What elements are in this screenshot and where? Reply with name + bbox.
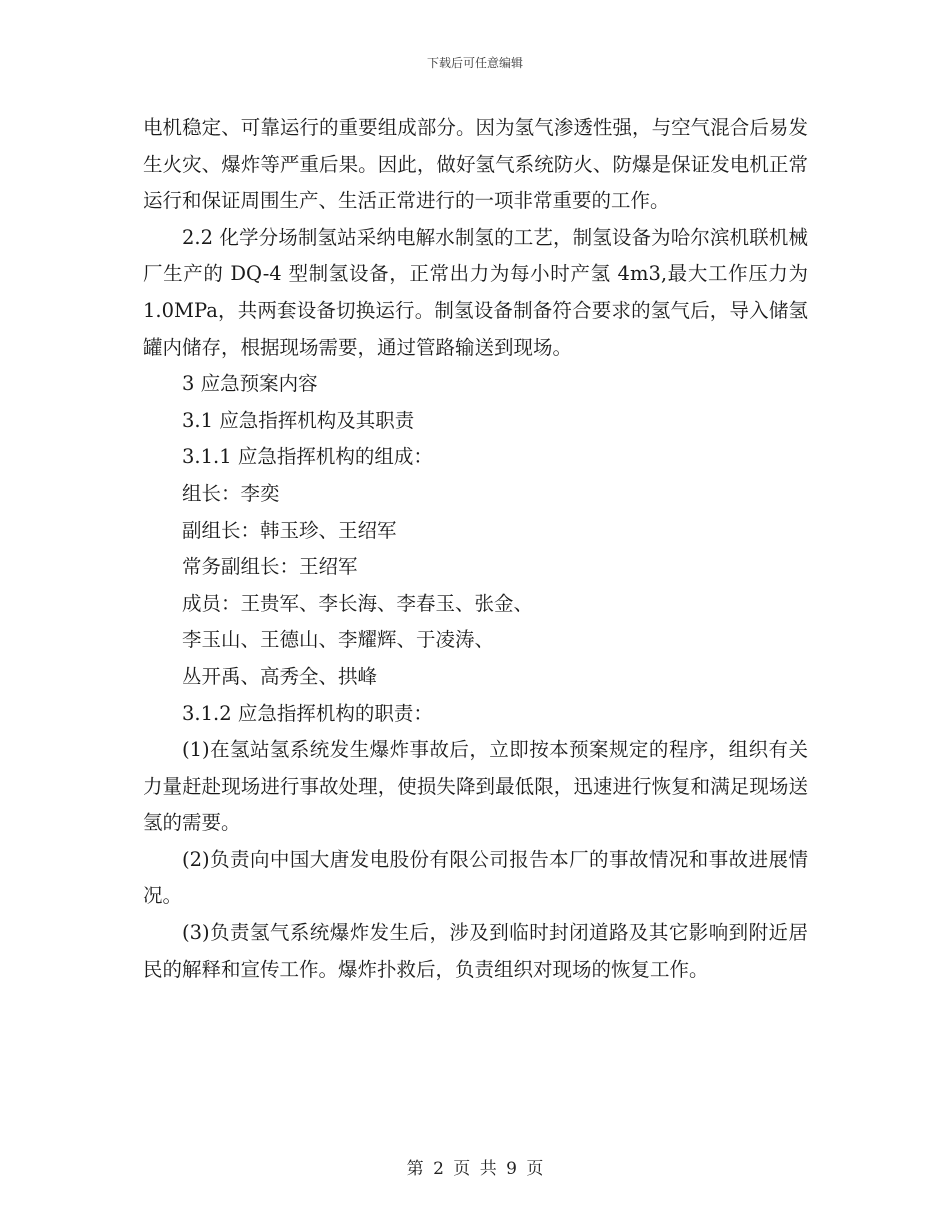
member-line-deputy: 副组长：韩玉珍、王绍军	[182, 518, 397, 542]
member-line-members-1: 成员：王贵军、李长海、李春玉、张金、	[182, 591, 534, 615]
section-heading-3-1: 3.1 应急指挥机构及其职责	[182, 408, 415, 432]
document-body	[143, 110, 808, 988]
duty-item-1: (1)在氢站氢系统发生爆炸事故后，立即按本预案规定的程序，组织有关力量赶赴现场进行事故处理，使损失降到最低限，迅速进行恢复和满足现场送氢的需要。	[143, 738, 808, 835]
member-line-executive-deputy: 常务副组长：王绍军	[182, 555, 358, 579]
page-footer: 第 2 页 共 9 页	[406, 1159, 544, 1179]
member-line-members-3: 丛开禹、高秀全、拱峰	[182, 664, 378, 688]
paragraph-2-2: 2.2 化学分场制氢站采纳电解水制氢的工艺，制氢设备为哈尔滨机联机械厂生产的 DQ-4 型制氢设备，正常出力为每小时产氢 4m3,最大工作压力为 1.0MPa，共两套设备切换运行。制氢设备制备符合要求的氢气后，导入储氢罐内储存，根据现场需要，通过管路输送到现场。	[143, 225, 808, 359]
page-header: 下载后可任意编辑	[426, 56, 523, 70]
section-heading-3: 3 应急预案内容	[182, 372, 318, 396]
section-heading-3-1-2: 3.1.2 应急指挥机构的职责：	[182, 701, 433, 725]
member-line-members-2: 李玉山、王德山、李耀辉、于凌涛、	[182, 628, 495, 652]
duty-item-3: (3)负责氢气系统爆炸发生后，涉及到临时封闭道路及其它影响到附近居民的解释和宣传工作。爆炸扑救后，负责组织对现场的恢复工作。	[143, 921, 808, 981]
member-line-leader: 组长：李奕	[182, 481, 280, 505]
duty-item-2: (2)负责向中国大唐发电股份有限公司报告本厂的事故情况和事故进展情况。	[143, 847, 808, 908]
section-heading-3-1-1: 3.1.1 应急指挥机构的组成：	[182, 445, 433, 469]
paragraph-intro-continuation: 电机稳定、可靠运行的重要组成部分。因为氢气渗透性强，与空气混合后易发生火灾、爆炸等严重后果。因此，做好氢气系统防火、防爆是保证发电机正常运行和保证周围生产、生活正常进行的一项非常重要的工作。	[143, 116, 808, 213]
